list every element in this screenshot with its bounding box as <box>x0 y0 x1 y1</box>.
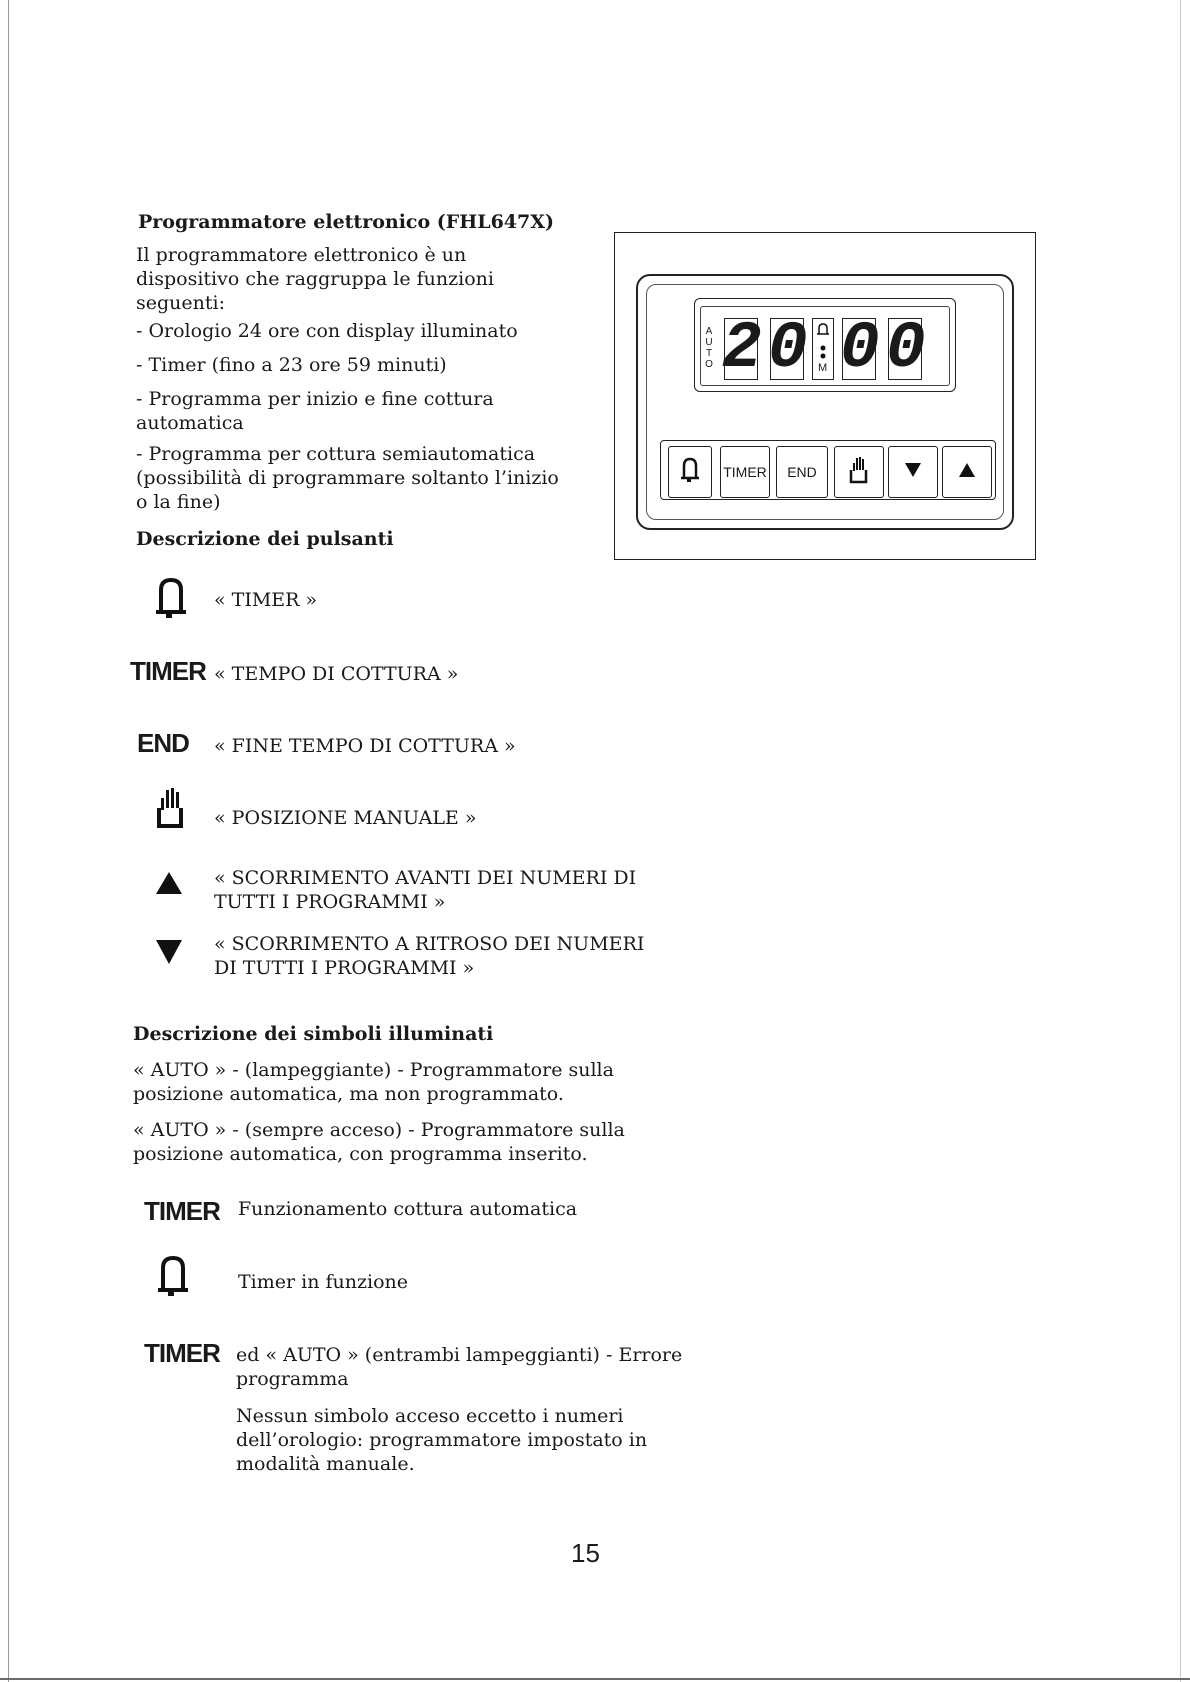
page-edge-right <box>1180 0 1181 1682</box>
feature-item: - Orologio 24 ore con display illuminato <box>136 320 518 342</box>
bell-icon <box>816 322 830 342</box>
hand-icon <box>156 788 186 834</box>
auto-letter: T <box>705 348 713 359</box>
intro-text: Il programmatore elettronico è un dispositivo che raggruppa le funzioni seguenti: <box>136 244 494 314</box>
panel-end-label: END <box>787 464 817 480</box>
symbol-item-description: Funzionamento cottura automatica <box>238 1198 578 1220</box>
display-digit: 2 <box>722 311 762 386</box>
bell-icon <box>154 576 188 624</box>
symbols-heading: Descrizione dei simboli illuminati <box>133 1023 494 1045</box>
panel-manual-button[interactable] <box>834 446 884 498</box>
button-description: « POSIZIONE MANUALE » <box>214 807 477 829</box>
arrow-down-icon <box>154 938 184 970</box>
bell-icon <box>679 456 701 488</box>
panel-timer-button[interactable] <box>720 446 770 498</box>
symbol-description: « AUTO » - (sempre acceso) - Programmatore sulla posizione automatica, con programma inserito. <box>133 1119 625 1165</box>
timer-label: TIMER <box>144 1338 220 1368</box>
panel-up-button[interactable] <box>942 446 992 498</box>
button-description: « SCORRIMENTO A RITROSO DEI NUMERI DI TUTTI I PROGRAMMI » <box>214 933 645 979</box>
manual-mode-note: Nessun simbolo acceso eccetto i numeri dell’orologio: programmatore impostato in modalità manuale. <box>236 1405 648 1475</box>
symbol-item-description: ed « AUTO » (entrambi lampeggianti) - Errore programma <box>236 1344 683 1390</box>
page-edge-bottom <box>0 1678 1190 1680</box>
auto-letter: A <box>705 326 713 337</box>
button-description: « SCORRIMENTO AVANTI DEI NUMERI DI TUTTI I PROGRAMMI » <box>214 867 637 913</box>
manual-indicator: M <box>818 362 828 374</box>
auto-letter: O <box>705 359 713 370</box>
timer-label: TIMER <box>130 656 206 686</box>
panel-down-button[interactable] <box>888 446 938 498</box>
feature-item: - Programma per inizio e fine cottura automatica <box>136 388 494 434</box>
display-digit: 0 <box>840 311 880 386</box>
panel-bell-button[interactable] <box>668 446 712 498</box>
arrow-up-icon <box>154 870 184 900</box>
colon-dots-icon <box>819 344 827 364</box>
end-label: END <box>137 728 189 758</box>
auto-letter: U <box>705 337 713 348</box>
panel-end-button[interactable] <box>776 446 828 498</box>
page-title: Programmatore elettronico (FHL647X) <box>138 211 554 233</box>
buttons-heading: Descrizione dei pulsanti <box>136 528 394 550</box>
feature-item: - Programma per cottura semiautomatica (possibilità di programmare soltanto l’inizio o la fine) <box>136 443 559 513</box>
display-digit: 0 <box>886 311 926 386</box>
arrow-up-icon <box>957 461 977 483</box>
symbol-description: « AUTO » - (lampeggiante) - Programmatore sulla posizione automatica, ma non programmato. <box>133 1059 614 1105</box>
hand-icon <box>849 456 869 488</box>
auto-indicator <box>704 326 714 370</box>
button-description: « FINE TEMPO DI COTTURA » <box>214 735 516 757</box>
panel-timer-label: TIMER <box>723 464 767 480</box>
page-number: 15 <box>571 1538 600 1568</box>
button-description: « TEMPO DI COTTURA » <box>214 663 459 685</box>
arrow-down-icon <box>903 461 923 483</box>
button-description: « TIMER » <box>214 589 318 611</box>
feature-item: - Timer (fino a 23 ore 59 minuti) <box>136 354 447 376</box>
symbol-item-description: Timer in funzione <box>238 1271 408 1293</box>
timer-label: TIMER <box>144 1196 220 1226</box>
display-digit: 0 <box>768 311 808 386</box>
bell-icon <box>156 1254 190 1302</box>
page-edge-left <box>8 0 9 1682</box>
